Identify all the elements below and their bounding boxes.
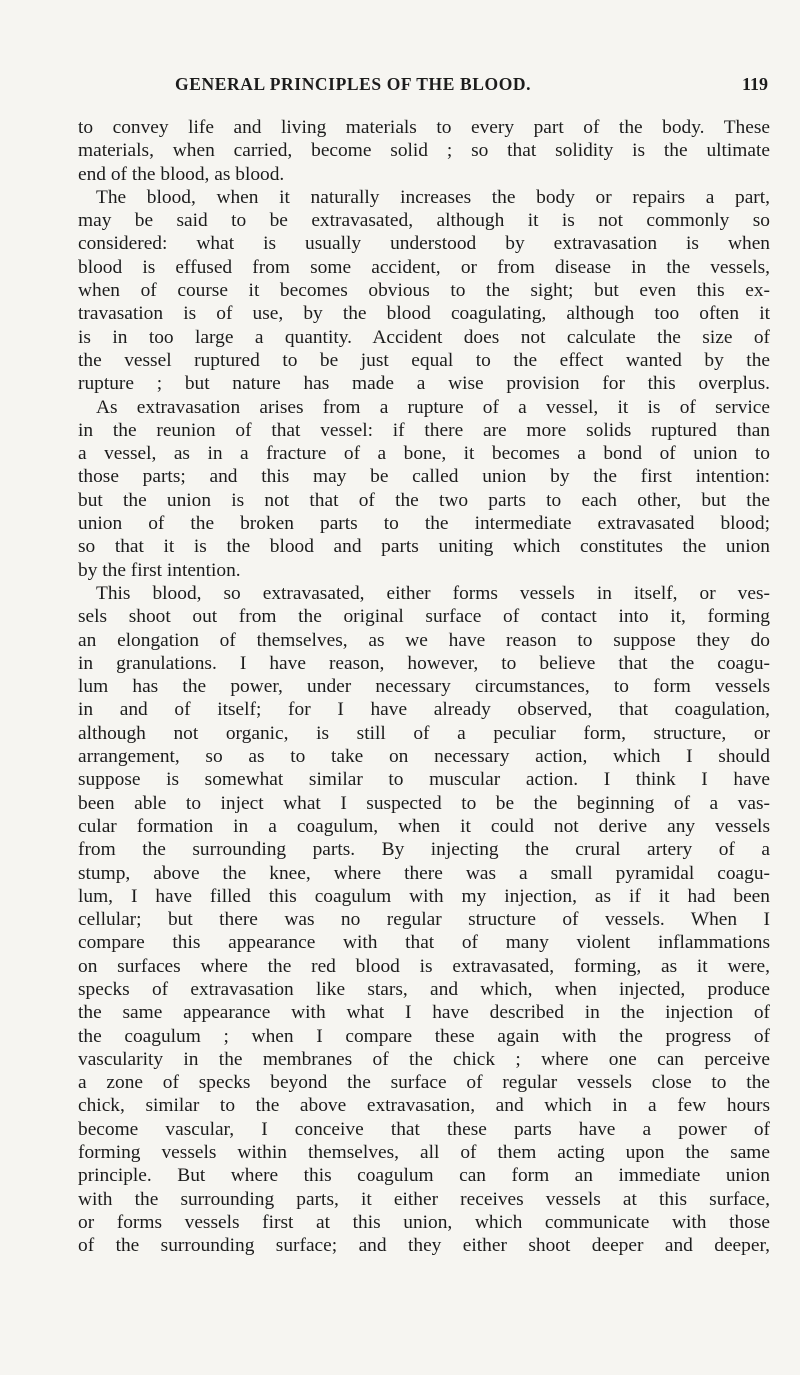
text-line: in the reunion of that vessel: if there are more solids ruptured than bbox=[78, 419, 770, 441]
text-line: an elongation of themselves, as we have reason to suppose they do bbox=[78, 629, 770, 651]
text-line: been able to inject what I suspected to be the beginning of a vas- bbox=[78, 792, 770, 814]
text-line: end of the blood, as blood. bbox=[78, 163, 285, 185]
text-line: of the surrounding surface; and they either shoot deeper and deeper, bbox=[78, 1235, 770, 1257]
text-line: or forms vessels first at this union, which communicate with those bbox=[78, 1211, 770, 1233]
text-line: the vessel ruptured to be just equal to the effect wanted by the bbox=[78, 349, 770, 371]
text-line: chick, similar to the above extravasation, and which in a few hours bbox=[78, 1095, 770, 1117]
text-line: suppose is somewhat similar to muscular action. I think I have bbox=[78, 769, 770, 791]
text-line: sels shoot out from the original surface of contact into it, forming bbox=[78, 606, 770, 628]
text-line: those parts; and this may be called union by the first intention: bbox=[78, 466, 770, 488]
text-line: although not organic, is still of a peculiar form, structure, or bbox=[78, 722, 770, 744]
text-line: but the union is not that of the two parts to each other, but the bbox=[78, 489, 770, 511]
text-line: cular formation in a coagulum, when it could not derive any vessels bbox=[78, 815, 770, 837]
text-line: vascularity in the membranes of the chick ; where one can perceive bbox=[78, 1048, 770, 1070]
text-line: from the surrounding parts. By injecting the crural artery of a bbox=[78, 839, 770, 861]
text-line: a zone of specks beyond the surface of regular vessels close to the bbox=[78, 1072, 770, 1094]
text-line: become vascular, I conceive that these parts have a power of bbox=[78, 1118, 770, 1140]
text-line: cellular; but there was no regular structure of vessels. When I bbox=[78, 909, 770, 931]
text-line: arrangement, so as to take on necessary action, which I should bbox=[78, 746, 770, 768]
text-line: forming vessels within themselves, all of them acting upon the same bbox=[78, 1142, 770, 1164]
text-line: on surfaces where the red blood is extravasated, forming, as it were, bbox=[78, 955, 770, 977]
text-line: materials, when carried, become solid ; so that solidity is the ultimate bbox=[78, 140, 770, 162]
text-line: The blood, when it naturally increases the body or repairs a part, bbox=[96, 186, 770, 208]
text-line: in and of itself; for I have already observed, that coagulation, bbox=[78, 699, 770, 721]
running-title: GENERAL PRINCIPLES OF THE BLOOD. bbox=[175, 74, 532, 94]
text-line: to convey life and living materials to every part of the body. These bbox=[78, 117, 770, 138]
body-text bbox=[78, 116, 770, 1258]
text-line: lum has the power, under necessary circumstances, to form vessels bbox=[78, 676, 770, 698]
text-line: the coagulum ; when I compare these again with the progress of bbox=[78, 1025, 770, 1047]
running-head bbox=[80, 74, 768, 102]
text-line: when of course it becomes obvious to the sight; but even this ex- bbox=[78, 280, 770, 302]
text-line: principle. But where this coagulum can form an immediate union bbox=[78, 1165, 770, 1187]
text-line: in granulations. I have reason, however, to believe that the coagu- bbox=[78, 652, 770, 674]
text-line: specks of extravasation like stars, and which, when injected, produce bbox=[78, 978, 770, 1000]
text-line: This blood, so extravasated, either forms vessels in itself, or ves- bbox=[96, 582, 770, 604]
text-line: by the first intention. bbox=[78, 559, 241, 581]
page-number: 119 bbox=[741, 74, 768, 94]
text-line: As extravasation arises from a rupture of a vessel, it is of service bbox=[96, 396, 770, 418]
text-line: lum, I have filled this coagulum with my injection, as if it had been bbox=[78, 885, 770, 907]
text-line: the same appearance with what I have described in the injection of bbox=[78, 1002, 770, 1024]
text-line: stump, above the knee, where there was a small pyramidal coagu- bbox=[78, 862, 770, 884]
text-line: union of the broken parts to the intermediate extravasated blood; bbox=[78, 513, 770, 535]
text-line: blood is effused from some accident, or from disease in the vessels, bbox=[78, 256, 770, 278]
text-line: is in too large a quantity. Accident does not calculate the size of bbox=[78, 326, 770, 348]
text-line: travasation is of use, by the blood coagulating, although too often it bbox=[78, 303, 770, 325]
text-line: a vessel, as in a fracture of a bone, it becomes a bond of union to bbox=[78, 443, 770, 465]
text-line: compare this appearance with that of many violent inflammations bbox=[78, 932, 770, 954]
text-line: so that it is the blood and parts uniting which constitutes the union bbox=[78, 536, 770, 558]
text-line: with the surrounding parts, it either receives vessels at this surface, bbox=[78, 1188, 770, 1210]
text-line: considered: what is usually understood by extravasation is when bbox=[78, 233, 770, 255]
text-line: may be said to be extravasated, although it is not commonly so bbox=[78, 210, 770, 232]
text-line: rupture ; but nature has made a wise provision for this overplus. bbox=[78, 373, 770, 395]
